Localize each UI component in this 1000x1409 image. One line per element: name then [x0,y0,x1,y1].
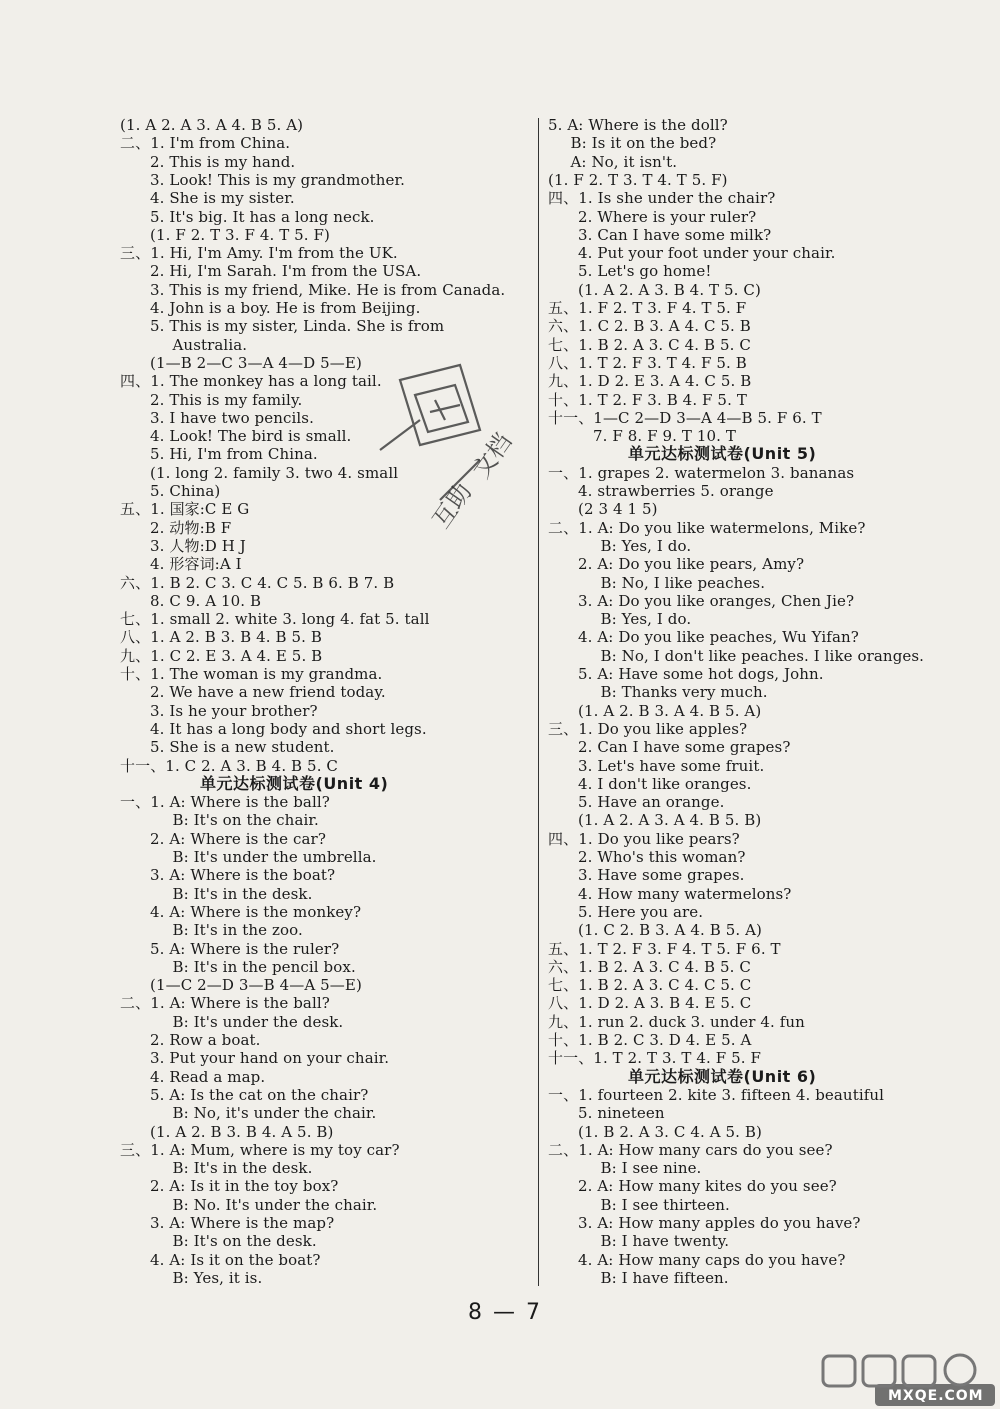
answer-line: 一、1. grapes 2. watermelon 3. bananas [548,463,855,482]
answer-line: 3. A: Do you like oranges, Chen Jie? [578,591,855,610]
answer-line: 三、1. Do you like apples? [548,719,748,738]
answer-line: (1. long 2. family 3. two 4. small [150,463,399,482]
answer-line: 二、1. I'm from China. [120,134,291,153]
answer-line: 三、1. Hi, I'm Amy. I'm from the UK. [120,244,398,263]
answer-line: 五、1. 国家:C E G [120,500,250,519]
answer-line: 七、1. B 2. A 3. C 4. B 5. C [548,335,751,354]
answer-line: (2 3 4 1 5) [578,500,658,519]
answer-line: (1. A 2. A 3. A 4. B 5. A) [120,116,304,134]
answer-line: 2. Row a boat. [150,1031,261,1049]
page-number: 8 — 7 [468,1300,542,1325]
answer-line: 二、1. A: How many cars do you see? [548,1140,833,1159]
answer-line: B: No, I don't like peaches. I like oranges. [600,646,925,665]
answer-line: 3. Can I have some milk? [578,225,772,244]
svg-text:互助: 互助 [426,478,478,534]
answer-line: 3. Have some grapes. [578,866,745,885]
answer-line: 四、1. Is she under the chair? [548,189,776,208]
answer-line: B: No, I like peaches. [600,573,766,592]
answer-line: 3. Put your hand on your chair. [150,1049,390,1068]
answer-line: 4. Put your foot under your chair. [578,244,836,263]
svg-text:文档: 文档 [466,428,518,484]
answer-line: 4. A: Where is the monkey? [150,902,362,921]
answer-line: 4. strawberries 5. orange [578,482,774,500]
answer-line: 二、1. A: Do you like watermelons, Mike? [548,518,866,537]
answer-line: 5. A: Where is the doll? [548,116,728,134]
answer-line: 4. I don't like oranges. [578,774,752,793]
answer-line: 4. Look! The bird is small. [150,427,352,446]
answer-line: B: I see thirteen. [600,1195,730,1214]
answer-line: 九、1. D 2. E 3. A 4. C 5. B [548,372,752,391]
answer-line: (1. B 2. A 3. C 4. A 5. B) [578,1122,762,1141]
answer-line: B: It's on the desk. [172,1232,317,1251]
answer-line: (1. F 2. T 3. F 4. T 5. F) [150,225,331,244]
answer-line: 3. I have two pencils. [150,408,314,427]
answer-line: 4. How many watermelons? [578,884,792,903]
column-divider [538,118,539,1286]
answer-line: 5. Here you are. [578,902,704,921]
answer-line: 2. 动物:B F [150,518,232,537]
answer-line: 3. Let's have some fruit. [578,756,765,775]
answer-line: B: I see nine. [600,1159,702,1178]
answer-line: 十一、1. T 2. T 3. T 4. F 5. F [548,1049,762,1068]
answer-line: 5. She is a new student. [150,738,335,757]
answer-line: 4. 形容词:A I [150,555,242,574]
answer-line: 8. C 9. A 10. B [150,591,262,610]
answer-line: B: It's in the desk. [172,884,313,903]
answer-line: 5. Have an orange. [578,793,725,812]
answer-line: 2. Who's this woman? [578,848,746,866]
answer-line: 四、1. The monkey has a long tail. [120,372,382,391]
answer-line: 2. A: How many kites do you see? [578,1177,837,1196]
answer-line: (1. A 2. B 3. B 4. A 5. B) [150,1122,334,1141]
answer-line: 单元达标测试卷(Unit 4) [200,773,389,793]
answer-line: 八、1. A 2. B 3. B 4. B 5. B [120,628,322,647]
answer-line: Australia. [172,335,248,354]
answer-line: B: Is it on the bed? [570,134,717,153]
answer-line: 九、1. C 2. E 3. A 4. E 5. B [120,646,323,665]
answer-line: 4. A: Do you like peaches, Wu Yifan? [578,628,859,647]
answer-line: B: Yes, I do. [600,610,692,629]
answer-line: 5. A: Where is the ruler? [150,939,340,958]
answer-line: 2. A: Where is the car? [150,829,326,848]
answer-line: B: Yes, it is. [172,1268,263,1287]
answer-line: 单元达标测试卷(Unit 5) [628,444,817,464]
answer-line: (1—C 2—D 3—B 4—A 5—E) [150,976,362,995]
answer-line: B: It's in the desk. [172,1159,313,1178]
answer-line: 2. A: Is it in the toy box? [150,1177,339,1196]
answer-line: 5. Hi, I'm from China. [150,445,318,464]
answer-line: B: It's under the desk. [172,1012,344,1031]
answer-line: 3. A: Where is the map? [150,1214,335,1232]
answer-line: 3. 人物:D H J [150,536,246,555]
answer-line: 3. A: How many apples do you have? [578,1214,861,1232]
answer-line: 十、1. The woman is my grandma. [120,665,383,683]
answer-line: B: It's under the umbrella. [172,848,377,866]
answer-line: 7. F 8. F 9. T 10. T [593,427,736,446]
answer-line: 四、1. Do you like pears? [548,829,740,848]
answer-line: 七、1. B 2. A 3. C 4. C 5. C [548,976,752,995]
answer-line: 3. A: Where is the boat? [150,866,336,885]
answer-line: 5. It's big. It has a long neck. [150,207,375,226]
answer-line: B: It's in the zoo. [172,921,303,940]
answer-line: 六、1. B 2. C 3. C 4. C 5. B 6. B 7. B [120,573,395,592]
answer-line: B: Yes, I do. [600,536,692,555]
answer-line: 五、1. T 2. F 3. F 4. T 5. F 6. T [548,939,781,958]
answer-line: 二、1. A: Where is the ball? [120,994,330,1013]
answer-line: B: I have fifteen. [600,1268,729,1287]
answer-line: 4. John is a boy. He is from Beijing. [150,299,421,317]
answer-line: 5. nineteen [578,1104,665,1123]
answer-line: 五、1. F 2. T 3. F 4. T 5. F [548,299,747,317]
answer-line: (1. A 2. B 3. A 4. B 5. A) [578,701,762,720]
answer-line: (1. F 2. T 3. T 4. T 5. F) [548,170,728,189]
answer-line: 5. This is my sister, Linda. She is from [150,317,445,336]
answer-line: 2. This is my hand. [150,152,296,171]
answer-line: B: No, it's under the chair. [172,1104,377,1123]
answer-line: 2. Hi, I'm Sarah. I'm from the USA. [150,262,422,281]
answer-line: 2. A: Do you like pears, Amy? [578,555,805,574]
answer-line: 八、1. D 2. A 3. B 4. E 5. C [548,994,752,1013]
answer-line: 三、1. A: Mum, where is my toy car? [120,1140,400,1159]
answer-line: 六、1. C 2. B 3. A 4. C 5. B [548,317,751,336]
answer-line: B: It's on the chair. [172,811,319,830]
answer-line: (1—B 2—C 3—A 4—D 5—E) [150,353,362,372]
answer-line: (1. C 2. B 3. A 4. B 5. A) [578,921,762,940]
answer-line: 4. She is my sister. [150,189,295,208]
answer-line: 4. Read a map. [150,1067,266,1086]
answer-line: 2. Can I have some grapes? [578,738,791,757]
answer-line: 2. Where is your ruler? [578,207,757,226]
answer-line: 2. We have a new friend today. [150,683,386,702]
site-logo-text: MXQE.COM [888,1388,984,1404]
answer-line: (1. A 2. A 3. B 4. T 5. C) [578,280,761,299]
answer-line: 5. A: Have some hot dogs, John. [578,665,824,683]
answer-line: 单元达标测试卷(Unit 6) [628,1066,817,1086]
answer-line: B: No. It's under the chair. [172,1195,378,1214]
answer-line: 十一、1—C 2—D 3—A 4—B 5. F 6. T [548,408,822,427]
answer-line: 2. This is my family. [150,390,303,409]
answer-line: 八、1. T 2. F 3. T 4. F 5. B [548,353,747,372]
answer-line: (1. A 2. A 3. A 4. B 5. B) [578,811,762,830]
watermark-stamp [360,360,540,550]
answer-line: 3. Look! This is my grandmother. [150,170,405,189]
answer-line: B: Thanks very much. [600,683,768,702]
answer-line: 4. A: How many caps do you have? [578,1250,846,1269]
answer-line: 七、1. small 2. white 3. long 4. fat 5. tall [120,610,430,629]
answer-line: 九、1. run 2. duck 3. under 4. fun [548,1012,805,1031]
answer-line: 十、1. T 2. F 3. B 4. F 5. T [548,390,747,409]
answer-line: A: No, it isn't. [570,152,678,171]
answer-line: 5. A: Is the cat on the chair? [150,1085,369,1104]
answer-line: 4. It has a long body and short legs. [150,719,427,738]
answer-line: B: It's in the pencil box. [172,957,356,976]
answer-line: 六、1. B 2. A 3. C 4. B 5. C [548,957,751,976]
answer-line: 一、1. fourteen 2. kite 3. fifteen 4. beautiful [548,1085,885,1104]
answer-line: 十一、1. C 2. A 3. B 4. B 5. C [120,756,339,775]
answer-line: 3. This is my friend, Mike. He is from Canada. [150,280,506,299]
answer-line: 5. Let's go home! [578,262,712,281]
answer-line: 3. Is he your brother? [150,701,318,720]
answer-line: 一、1. A: Where is the ball? [120,793,330,812]
answer-line: 5. China) [150,482,221,500]
answer-line: B: I have twenty. [600,1232,730,1251]
answer-line: 十、1. B 2. C 3. D 4. E 5. A [548,1031,752,1049]
answer-line: 4. A: Is it on the boat? [150,1250,321,1269]
